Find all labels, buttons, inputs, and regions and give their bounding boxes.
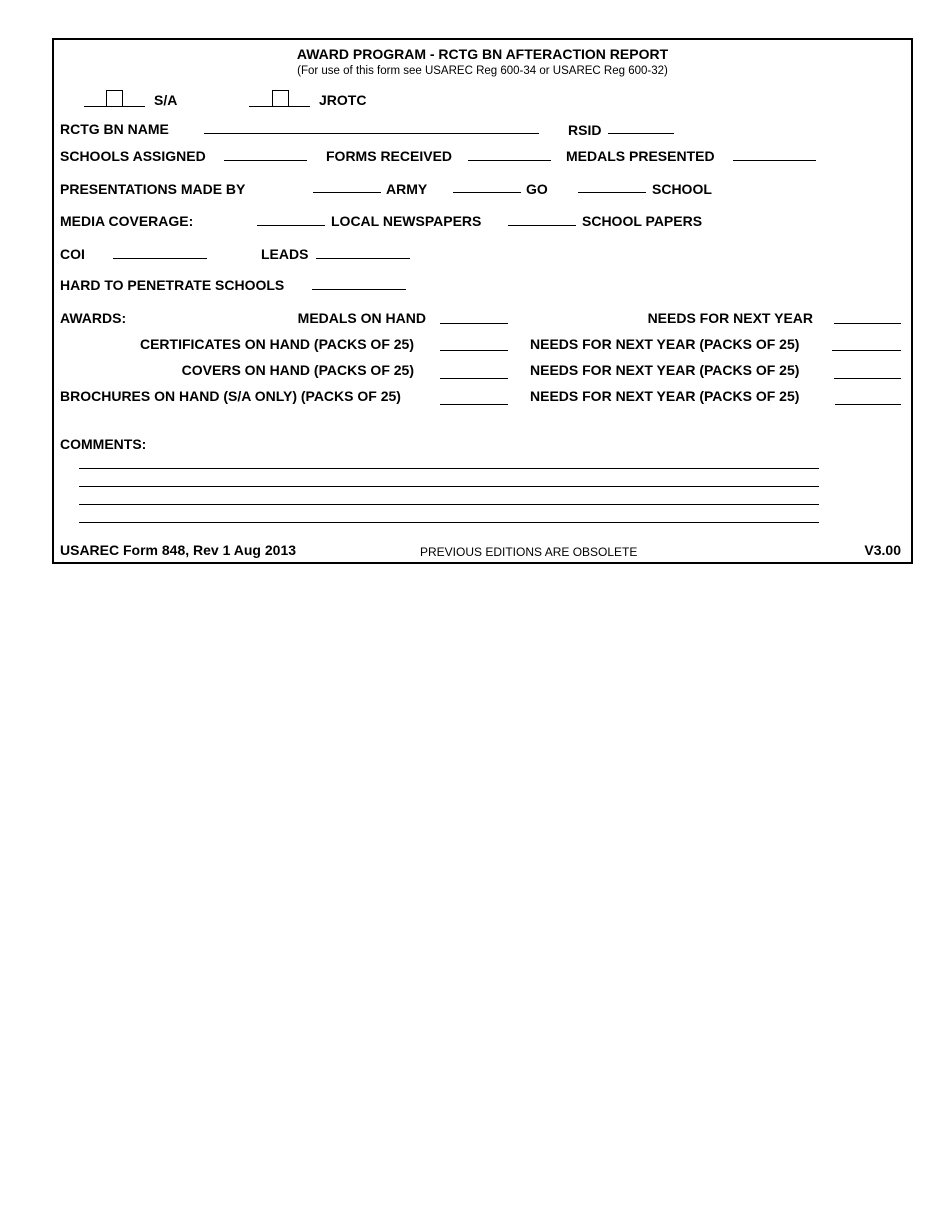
school-input[interactable] <box>578 192 646 193</box>
leads-label: LEADS <box>261 246 309 262</box>
certificates-needs-input[interactable] <box>832 350 901 351</box>
rsid-input[interactable] <box>608 133 674 134</box>
medals-presented-input[interactable] <box>733 160 816 161</box>
go-label: GO <box>526 181 548 197</box>
leads-input[interactable] <box>316 258 410 259</box>
medals-needs-next-year-label: NEEDS FOR NEXT YEAR <box>647 310 813 326</box>
form-version: V3.00 <box>864 542 901 558</box>
rctg-bn-name-label: RCTG BN NAME <box>60 121 169 137</box>
sa-label: S/A <box>154 92 178 108</box>
brochures-on-hand-input[interactable] <box>440 404 508 405</box>
army-input[interactable] <box>313 192 381 193</box>
school-papers-label: SCHOOL PAPERS <box>582 213 703 229</box>
form-title: AWARD PROGRAM - RCTG BN AFTERACTION REPORT <box>296 46 669 62</box>
medals-presented-label: MEDALS PRESENTED <box>566 148 715 164</box>
comments-line-3[interactable] <box>79 504 819 505</box>
comments-line-2[interactable] <box>79 486 819 487</box>
comments-label: COMMENTS: <box>60 436 147 452</box>
local-newspapers-input[interactable] <box>257 225 325 226</box>
jrotc-checkbox[interactable] <box>272 90 289 107</box>
brochures-needs-label: NEEDS FOR NEXT YEAR (PACKS OF 25) <box>530 388 800 404</box>
presentations-made-by-label: PRESENTATIONS MADE BY <box>60 181 246 197</box>
covers-on-hand-input[interactable] <box>440 378 508 379</box>
school-papers-input[interactable] <box>508 225 576 226</box>
certificates-on-hand-label: CERTIFICATES ON HAND (PACKS OF 25) <box>139 336 414 352</box>
obsolete-notice: PREVIOUS EDITIONS ARE OBSOLETE <box>420 545 638 559</box>
brochures-on-hand-label: BROCHURES ON HAND (S/A ONLY) (PACKS OF 25) <box>60 388 401 404</box>
forms-received-label: FORMS RECEIVED <box>326 148 453 164</box>
rsid-label: RSID <box>568 122 602 138</box>
jrotc-label: JROTC <box>319 92 367 108</box>
covers-needs-label: NEEDS FOR NEXT YEAR (PACKS OF 25) <box>530 362 800 378</box>
medals-on-hand-label: MEDALS ON HAND <box>297 310 426 326</box>
school-label: SCHOOL <box>652 181 712 197</box>
sa-checkbox[interactable] <box>106 90 123 107</box>
comments-line-1[interactable] <box>79 468 819 469</box>
schools-assigned-label: SCHOOLS ASSIGNED <box>60 148 206 164</box>
army-label: ARMY <box>386 181 428 197</box>
media-coverage-label: MEDIA COVERAGE: <box>60 213 194 229</box>
coi-input[interactable] <box>113 258 207 259</box>
go-input[interactable] <box>453 192 521 193</box>
hard-to-penetrate-label: HARD TO PENETRATE SCHOOLS <box>60 277 285 293</box>
certificates-needs-label: NEEDS FOR NEXT YEAR (PACKS OF 25) <box>530 336 800 352</box>
coi-label: COI <box>60 246 85 262</box>
covers-on-hand-label: COVERS ON HAND (PACKS OF 25) <box>181 362 414 378</box>
local-newspapers-label: LOCAL NEWSPAPERS <box>331 213 482 229</box>
comments-line-4[interactable] <box>79 522 819 523</box>
certificates-on-hand-input[interactable] <box>440 350 508 351</box>
form-subtitle: (For use of this form see USAREC Reg 600-34 or USAREC Reg 600-32) <box>297 65 668 77</box>
schools-assigned-input[interactable] <box>224 160 307 161</box>
rctg-bn-name-input[interactable] <box>204 133 539 134</box>
afteraction-report-form <box>52 38 913 564</box>
hard-to-penetrate-input[interactable] <box>312 289 406 290</box>
forms-received-input[interactable] <box>468 160 551 161</box>
brochures-needs-input[interactable] <box>835 404 901 405</box>
form-id: USAREC Form 848, Rev 1 Aug 2013 <box>60 542 297 558</box>
covers-needs-input[interactable] <box>834 378 901 379</box>
medals-needs-next-year-input[interactable] <box>834 323 901 324</box>
awards-label: AWARDS: <box>60 310 127 326</box>
